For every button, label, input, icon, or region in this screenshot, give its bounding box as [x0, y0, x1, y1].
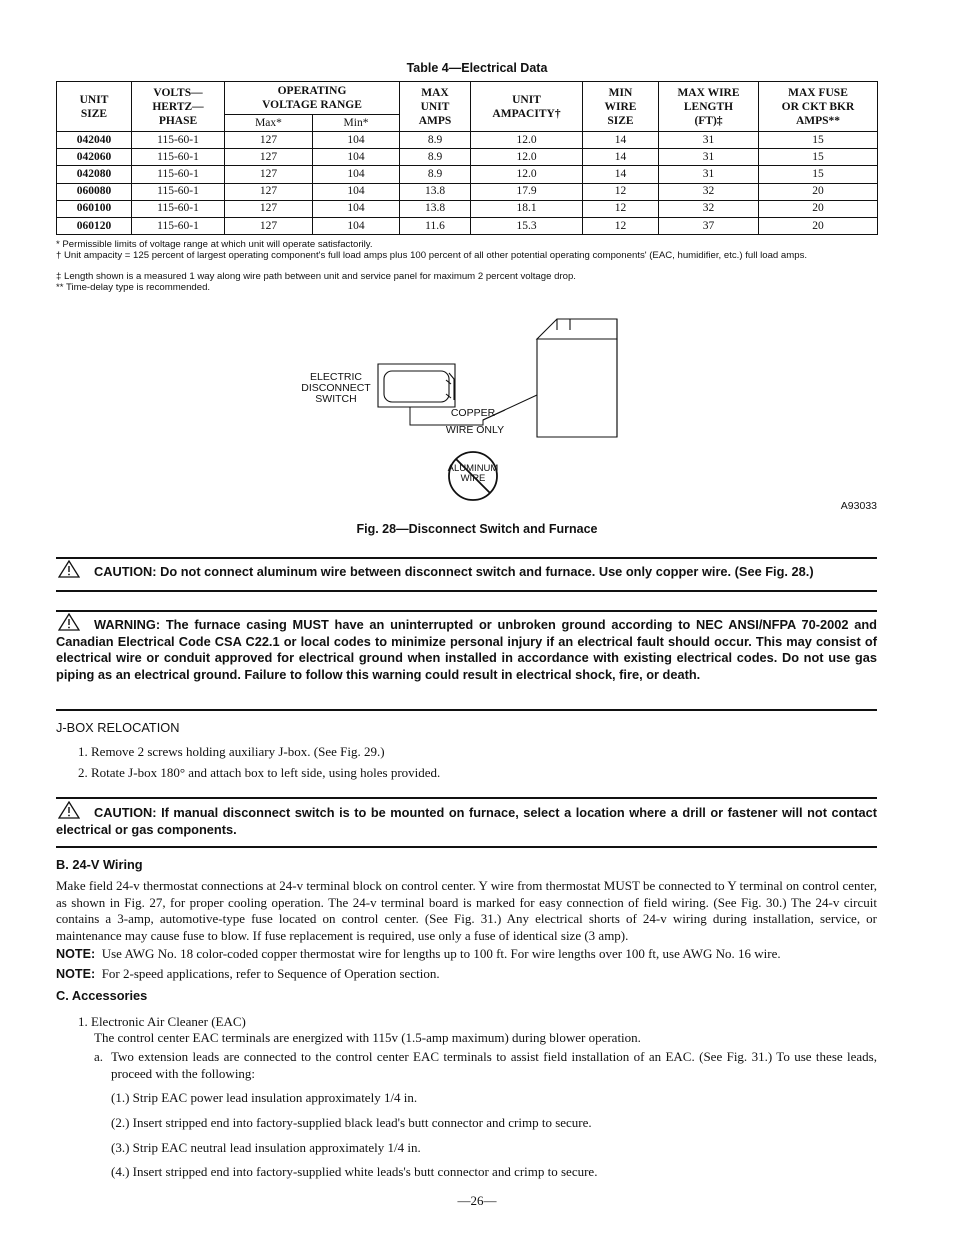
furnace-cabinet	[537, 319, 617, 437]
table-cell: 127	[225, 166, 313, 183]
header-max-fuse: MAX FUSE OR CKT BKR AMPS**	[759, 82, 878, 132]
header-max-wire-length: MAX WIRE LENGTH (FT)‡	[659, 82, 759, 132]
wiring-heading: B. 24-V Wiring	[56, 857, 143, 872]
header-unit-size: UNIT SIZE	[57, 82, 132, 132]
table-cell: 104	[313, 149, 400, 166]
disconnect-switch-box	[378, 364, 455, 407]
wiring-note-1: NOTE: Use AWG No. 18 color-coded copper thermostat wire for lengths up to 100 ft. For wire lengths over 100 ft, use AWG No. 16 wire.	[56, 946, 781, 961]
table-cell: 115-60-1	[132, 217, 225, 234]
table-cell: 11.6	[400, 217, 471, 234]
table-cell: 115-60-1	[132, 132, 225, 149]
copper-label: COPPER	[450, 407, 496, 419]
header-volts: VOLTS— HERTZ— PHASE	[132, 82, 225, 132]
table-cell: 12	[583, 183, 659, 200]
disconnect-switch-diagram	[0, 0, 954, 520]
rule-warning-bottom	[56, 709, 877, 711]
table-cell: 15	[759, 166, 878, 183]
wire-only-label: WIRE ONLY	[445, 424, 505, 436]
accessories-item-1-text: The control center EAC terminals are energized with 115v (1.5-amp maximum) during blower operation.	[94, 1030, 641, 1045]
table-cell: 12	[583, 200, 659, 217]
jbox-step-2: 2. Rotate J-box 180° and attach box to left side, using holes provided.	[78, 765, 441, 780]
table-cell: 104	[313, 132, 400, 149]
table-cell: 042080	[57, 166, 132, 183]
header-max-unit-amps: MAX UNIT AMPS	[400, 82, 471, 132]
rule-caution1-top	[56, 557, 877, 559]
table-cell: 32	[659, 183, 759, 200]
accessories-item-a-label: a.	[94, 1049, 104, 1064]
wiring-note-2: NOTE: For 2-speed applications, refer to Sequence of Operation section.	[56, 966, 440, 981]
table-cell: 14	[583, 166, 659, 183]
table-cell: 20	[759, 200, 878, 217]
eac-step-2: (2.) Insert stripped end into factory-supplied black lead's butt connector and crimp to secure.	[111, 1115, 592, 1130]
footnote-time-delay: ** Time-delay type is recommended.	[56, 282, 211, 293]
table-cell: 13.8	[400, 200, 471, 217]
caution-disconnect-mounting: CAUTION: If manual disconnect switch is to be mounted on furnace, select a location where a drill or fastener will not contact electrical or gas components.	[56, 801, 877, 838]
warning-triangle-icon	[58, 613, 80, 631]
caution-triangle-icon-2	[58, 801, 80, 819]
figure-caption: Fig. 28—Disconnect Switch and Furnace	[356, 522, 598, 536]
switch-label: ELECTRIC DISCONNECT SWITCH	[301, 371, 371, 405]
table-cell: 8.9	[400, 149, 471, 166]
header-operating-range: OPERATING VOLTAGE RANGE	[225, 82, 400, 115]
table-cell: 115-60-1	[132, 149, 225, 166]
caution-aluminum: CAUTION: Do not connect aluminum wire between disconnect switch and furnace. Use only copper wire. (See Fig. 28.)	[56, 560, 877, 581]
eac-step-4: (4.) Insert stripped end into factory-supplied white leads's butt connector and crimp to secure.	[111, 1164, 598, 1179]
footnote-ampacity: † Unit ampacity = 125 percent of largest operating component's full load amps plus 100 percent of all other potential operating components' (EAC, humidifier, etc.) full load amps.	[56, 250, 808, 261]
page-number: —26—	[457, 1193, 497, 1208]
figure-code: A93033	[840, 500, 877, 512]
table-cell: 14	[583, 149, 659, 166]
table-cell: 104	[313, 166, 400, 183]
wiring-paragraph: Make field 24-v thermostat connections at 24-v terminal block on control center. Y wire from thermostat MUST be connected to Y terminal on control center, as shown in Fig. 27, for proper cooling operation. The 24-v terminal board is marked for easy connection of field wiring. (See Fig. 30.) The 24-v circuit contains a 3-amp, automotive-type fuse located on control center. (See Fig. 31.) Any electrical shorts of 24-v wiring during installation, service, or maintenance may cause fuse to blow. If fuse replacement is required, use only a fuse of identical size (3 amp).	[56, 878, 877, 943]
table-cell: 104	[313, 200, 400, 217]
table-cell: 17.9	[471, 183, 583, 200]
jbox-heading: J-BOX RELOCATION	[56, 720, 180, 735]
table-cell: 31	[659, 166, 759, 183]
table-cell: 042060	[57, 149, 132, 166]
table-cell: 127	[225, 200, 313, 217]
table-cell: 042040	[57, 132, 132, 149]
eac-step-3: (3.) Strip EAC neutral lead insulation approximately 1/4 in.	[111, 1140, 421, 1155]
table-cell: 115-60-1	[132, 200, 225, 217]
table-cell: 127	[225, 149, 313, 166]
table-cell: 127	[225, 132, 313, 149]
table-title: Table 4—Electrical Data	[406, 61, 548, 75]
table-cell: 20	[759, 183, 878, 200]
header-min-wire-size: MIN WIRE SIZE	[583, 82, 659, 132]
accessories-item-1: 1. Electronic Air Cleaner (EAC)	[78, 1014, 246, 1029]
table-cell: 13.8	[400, 183, 471, 200]
rule-warning-top	[56, 610, 877, 612]
table-cell: 18.1	[471, 200, 583, 217]
table-cell: 31	[659, 149, 759, 166]
table-cell: 115-60-1	[132, 166, 225, 183]
eac-step-1: (1.) Strip EAC power lead insulation approximately 1/4 in.	[111, 1090, 418, 1105]
header-min-voltage: Min*	[313, 115, 400, 132]
table-cell: 37	[659, 217, 759, 234]
rule-caution1-bottom	[56, 590, 877, 592]
table-cell: 12.0	[471, 149, 583, 166]
table-cell: 8.9	[400, 166, 471, 183]
rule-caution2-top	[56, 797, 877, 799]
aluminum-wire-label: ALUMINUM WIRE	[447, 463, 499, 484]
table-cell: 12.0	[471, 132, 583, 149]
table-cell: 060080	[57, 183, 132, 200]
accessories-heading: C. Accessories	[56, 988, 148, 1003]
table-cell: 060120	[57, 217, 132, 234]
table-cell: 060100	[57, 200, 132, 217]
table-cell: 127	[225, 217, 313, 234]
table-cell: 32	[659, 200, 759, 217]
table-cell: 12	[583, 217, 659, 234]
table-cell: 20	[759, 217, 878, 234]
accessories-item-a: Two extension leads are connected to the control center EAC terminals to assist field installation of an EAC. (See Fig. 31.) To use these leads, proceed with the following:	[111, 1049, 877, 1081]
table-cell: 104	[313, 217, 400, 234]
warning-ground: WARNING: The furnace casing MUST have an uninterrupted or unbroken ground according to NEC ANSI/NFPA 70-2002 and Canadian Electrical Code CSA C22.1 or local codes to minimize personal injury if an electrical fault should occur. This may consist of electrical wire or conduit approved for electrical ground when installed in accordance with existing electrical codes. Do not use gas piping as an electrical ground. Failure to follow this warning could result in electrical shock, fire, or death.	[56, 613, 877, 683]
table-cell: 8.9	[400, 132, 471, 149]
table-cell: 31	[659, 132, 759, 149]
footnote-length: ‡ Length shown is a measured 1 way along wire path between unit and service panel for maximum 2 percent voltage drop.	[56, 271, 576, 282]
table-cell: 12.0	[471, 166, 583, 183]
table-cell: 15	[759, 132, 878, 149]
table-cell: 127	[225, 183, 313, 200]
header-max-voltage: Max*	[225, 115, 313, 132]
rule-caution2-bottom	[56, 846, 877, 848]
table-cell: 104	[313, 183, 400, 200]
footnote-voltage: * Permissible limits of voltage range at which unit will operate satisfactorily.	[56, 239, 373, 250]
header-unit-ampacity: UNIT AMPACITY†	[471, 82, 583, 132]
jbox-step-1: 1. Remove 2 screws holding auxiliary J-box. (See Fig. 29.)	[78, 744, 385, 759]
table-cell: 115-60-1	[132, 183, 225, 200]
table-cell: 15.3	[471, 217, 583, 234]
table-cell: 14	[583, 132, 659, 149]
caution-triangle-icon	[58, 560, 80, 578]
table-cell: 15	[759, 149, 878, 166]
